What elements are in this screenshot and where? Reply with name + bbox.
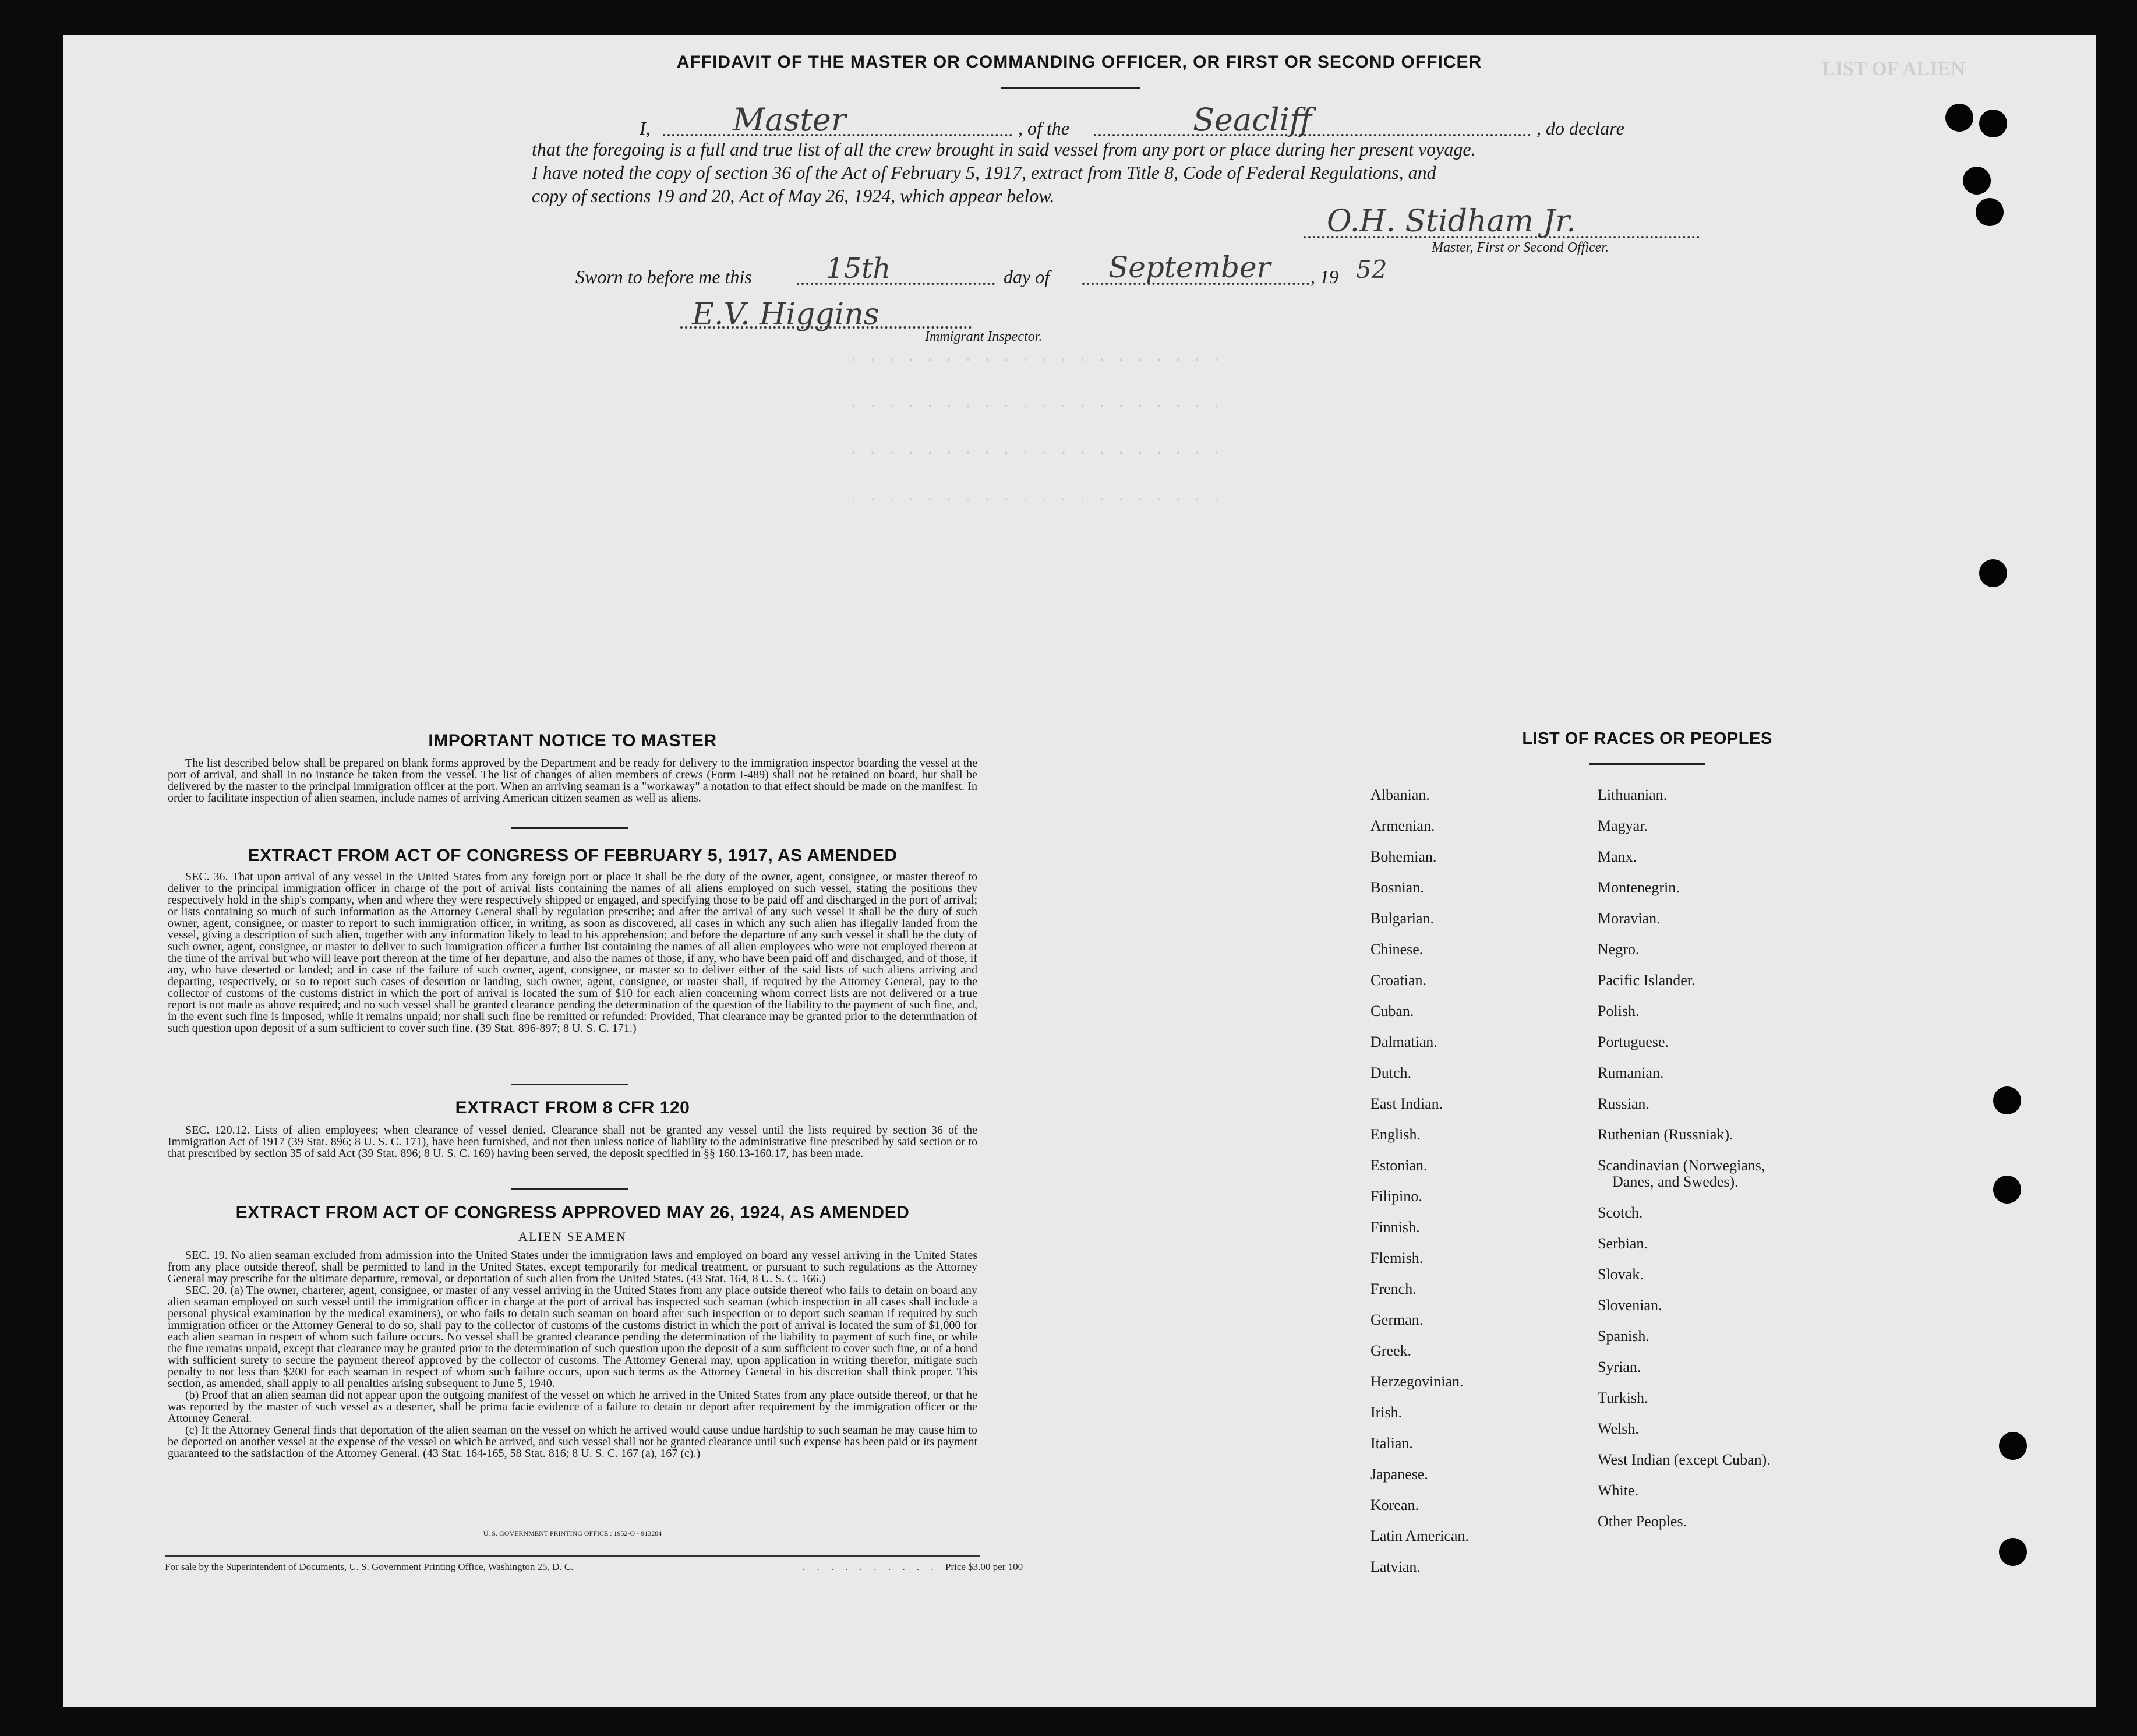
race-item: Bosnian. bbox=[1370, 879, 1424, 896]
show-through-row: . . . . . . . . . . . . . . . . . . . . bbox=[849, 443, 1222, 458]
title-rule bbox=[1001, 87, 1140, 89]
race-item: Herzegovinian. bbox=[1370, 1373, 1464, 1390]
footer-sales-note: For sale by the Superintendent of Documents, U. S. Government Printing Office, Washington 25, D. C. bbox=[165, 1561, 574, 1572]
race-item: Russian. bbox=[1598, 1095, 1649, 1112]
punch-hole bbox=[1993, 1086, 2021, 1114]
race-item: Ruthenian (Russniak). bbox=[1598, 1126, 1733, 1143]
inspector-caption: Immigrant Inspector. bbox=[925, 329, 1043, 344]
punch-hole bbox=[1999, 1432, 2027, 1460]
section-rule bbox=[511, 827, 628, 829]
race-item: Chinese. bbox=[1370, 941, 1424, 958]
punch-hole bbox=[1999, 1538, 2027, 1566]
race-item: Spanish. bbox=[1598, 1328, 1649, 1345]
section-120-12-text: SEC. 120.12. Lists of alien employees; when clearance of vessel denied. Clearance shall not be granted any vessel until the lists required by section 36 of the Immigration Act of 1917 (39 Stat. 896; 8 U. S. C. 171), have been furnished, and not then unless notice of liability to the administrative fine prescribed by said section or to that prescribed by section 35 of said Act (39 Stat. 896; 8 U. S. C. 169) having been served, the deposit specified in §§ 160.13-160.17, has been made. bbox=[168, 1124, 977, 1160]
sworn-month: September bbox=[1108, 250, 1271, 284]
race-item: Finnish. bbox=[1370, 1219, 1420, 1236]
affidavit-title: AFFIDAVIT OF THE MASTER OR COMMANDING OFFICER, OR FIRST OR SECOND OFFICER bbox=[676, 52, 1482, 72]
day-of-label: day of bbox=[1004, 266, 1050, 287]
declaration-line-3: I have noted the copy of section 36 of the Act of February 5, 1917, extract from Title 8, Code of Federal Regulations, and bbox=[532, 162, 1436, 183]
race-item: Pacific Islander. bbox=[1598, 972, 1696, 989]
race-item: Lithuanian. bbox=[1598, 786, 1668, 803]
race-item: Armenian. bbox=[1370, 817, 1435, 834]
extract-cfr-body bbox=[168, 1124, 977, 1159]
race-item: Danes, and Swedes). bbox=[1612, 1173, 1739, 1190]
race-item: Cuban. bbox=[1370, 1003, 1414, 1019]
section-36-text: SEC. 36. That upon arrival of any vessel in the United States from any foreign port or place it shall be the duty of the owner, agent, consignee, or master thereof to deliver to the principal immigration officer in charge of the port of arrival lists containing the names of all aliens employed on such vessel, stating the positions they respectively hold in the ship's company, when and where they were respectively shipped or engaged, and specifying those to be paid off and discharged in the port of arrival; or lists containing so much of such information as the Attorney General shall by regulation prescribe; and after the arrival of any such vessel it shall be the duty of such owner, agent, consignee, or master to report to such immigration officer, in writing, as soon as discovered, all cases in which any such alien has illegally landed from the vessel, giving a description of such alien, together with any information likely to lead to his apprehension; and before the departure of any such vessel it shall be the duty of such owner, agent, consignee, or master to deliver to such immigration officer a further list containing the names of all alien employees who were not employed thereon at the time of the arrival but who will leave port thereon at the time of her departure, and also the names of those, if any, who have been paid off and discharged, and of those, if any, who have deserted or landed; and in case of the failure of such owner, agent, consignee, or master so to deliver either of the said lists of such aliens arriving and departing, respectively, or so to report such cases of desertion or landing, such owner, agent, consignee, or master shall, if required by the Attorney General, pay to the collector of customs of the customs district in which the port of arrival is located the sum of $10 for each alien concerning whom correct lists are not delivered or a true report is not made as above required; and no such vessel shall be granted clearance pending the determination of the question of the liability to the payment of such fine, and, in the event such fine is imposed, while it remains unpaid; nor shall such fine be remitted or refunded: Provided, That clearance may be granted prior to the determination of such question upon deposit of a sum sufficient to cover such fine. (39 Stat. 896-897; 8 U. S. C. 171.) bbox=[168, 870, 977, 1035]
race-item: Italian. bbox=[1370, 1435, 1413, 1452]
race-item: Flemish. bbox=[1370, 1250, 1424, 1266]
alien-seamen-subtitle: ALIEN SEAMEN bbox=[518, 1229, 627, 1244]
inspector-line bbox=[680, 326, 972, 329]
of-the-label: , of the bbox=[1018, 118, 1069, 139]
extract-1924-body bbox=[168, 1250, 977, 1459]
extract-cfr-title: EXTRACT FROM 8 CFR 120 bbox=[455, 1098, 690, 1117]
notice-title: IMPORTANT NOTICE TO MASTER bbox=[428, 731, 717, 750]
punch-hole bbox=[1963, 167, 1991, 195]
form-page bbox=[63, 35, 2096, 1707]
punch-hole bbox=[1993, 1176, 2021, 1204]
race-item: Negro. bbox=[1598, 941, 1640, 958]
master-caption: Master, First or Second Officer. bbox=[1432, 240, 1609, 255]
race-item: Slovenian. bbox=[1598, 1297, 1662, 1314]
race-item: Polish. bbox=[1598, 1003, 1640, 1019]
extract-1917-body bbox=[168, 871, 977, 1034]
race-item: Moravian. bbox=[1598, 910, 1661, 927]
show-through-text: LIST OF ALIEN bbox=[1822, 58, 1965, 80]
punch-hole bbox=[1945, 104, 1973, 132]
master-signature: O.H. Stidham Jr. bbox=[1327, 204, 1576, 239]
year-prefix: , 19 bbox=[1311, 266, 1338, 287]
race-item: Rumanian. bbox=[1598, 1064, 1664, 1081]
race-item: Welsh. bbox=[1598, 1420, 1639, 1437]
punch-hole bbox=[1979, 559, 2007, 587]
sworn-line bbox=[575, 250, 1507, 300]
declaration-body bbox=[532, 137, 1702, 207]
footer-price: Price $3.00 per 100 bbox=[945, 1561, 1023, 1572]
signature-line bbox=[1304, 236, 1700, 238]
race-item: French. bbox=[1370, 1280, 1417, 1297]
race-item: Scotch. bbox=[1598, 1204, 1643, 1221]
rank-blank bbox=[663, 134, 1012, 136]
vessel-blank bbox=[1094, 134, 1531, 136]
race-item: Latvian. bbox=[1370, 1558, 1421, 1575]
notice-text: The list described below shall be prepared on blank forms approved by the Department and be ready for delivery to the immigration inspector boarding the vessel at the port of arrival, and shall in no instance be taken from the vessel. The list of changes of alien members of crews (Form I-489) shall not be retained on board, but shall be delivered by the master to the principal immigration officer at the port. When an arriving seaman is a "workaway" a notation to that effect should be made on the manifest. In order to facilitate inspection of alien seamen, include names of arriving American citizen seamen as well as aliens. bbox=[168, 757, 977, 805]
sworn-day: 15th bbox=[826, 252, 891, 285]
show-through-row: . . . . . . . . . . . . . . . . . . . . bbox=[849, 350, 1222, 365]
section-rule bbox=[511, 1084, 628, 1085]
notice-body bbox=[168, 757, 977, 804]
show-through-row: . . . . . . . . . . . . . . . . . . . . bbox=[849, 489, 1222, 505]
race-item: Manx. bbox=[1598, 848, 1637, 865]
section-19-text: SEC. 19. No alien seaman excluded from admission into the United States under the immigration laws and employed on board any vessel arriving in the United States from any place outside thereof, shall be permitted to land in the United States, except temporarily for medical treatment, or pursuant to such regulations as the Attorney General may prescribe for the ultimate departure, removal, or deportation of such alien from the United States. (43 Stat. 164, 8 U. S. C. 166.) bbox=[168, 1249, 977, 1285]
race-item: Turkish. bbox=[1598, 1389, 1648, 1406]
vessel-name-handwritten: Seacliff bbox=[1193, 101, 1312, 138]
punch-hole bbox=[1976, 198, 2004, 226]
printing-office-imprint: U. S. GOVERNMENT PRINTING OFFICE : 1952-O - 913284 bbox=[483, 1529, 662, 1537]
section-20c-text: (c) If the Attorney General finds that deportation of the alien seaman on the vessel on which he arrived would cause undue hardship to such seaman he may cause him to be deported on another vessel at the expense of the vessel on which he arrived, and such vessel shall not be granted clearance until such expense has been paid or its payment guaranteed to the satisfaction of the Attorney General. (43 Stat. 164-165, 58 Stat. 816; 8 U. S. C. 167 (a), 167 (c).) bbox=[168, 1424, 977, 1460]
declaration-line-2: that the foregoing is a full and true list of all the crew brought in said vessel from any port or place during her present voyage. bbox=[532, 139, 1476, 160]
section-rule bbox=[511, 1188, 628, 1190]
footer-rule bbox=[165, 1555, 980, 1557]
race-item: Bulgarian. bbox=[1370, 910, 1435, 927]
race-item: Irish. bbox=[1370, 1404, 1403, 1421]
section-20b-text: (b) Proof that an alien seaman did not appear upon the outgoing manifest of the vessel on which he arrived in the United States from any place outside thereof, or that he was reported by the master of such vessel as a deserter, shall be prima facie evidence of a failure to detain or deport after requirement by the immigration officer or the Attorney General. bbox=[168, 1389, 977, 1425]
show-through-row: . . . . . . . . . . . . . . . . . . . . bbox=[849, 396, 1222, 412]
declare-label: , do declare bbox=[1536, 118, 1624, 139]
month-blank bbox=[1082, 283, 1309, 285]
sworn-year: 52 bbox=[1356, 255, 1387, 284]
race-item: Magyar. bbox=[1598, 817, 1648, 834]
race-item: Slovak. bbox=[1598, 1266, 1644, 1283]
race-item: Scandinavian (Norwegians, bbox=[1598, 1157, 1765, 1174]
punch-hole bbox=[1979, 110, 2007, 137]
race-item: Other Peoples. bbox=[1598, 1513, 1687, 1530]
race-item: Croatian. bbox=[1370, 972, 1427, 989]
race-item: East Indian. bbox=[1370, 1095, 1443, 1112]
section-20a-text: SEC. 20. (a) The owner, charterer, agent, consignee, or master of any vessel arriving in the United States from any place outside thereof who fails to detain on board any alien seaman employed on such vessel until the immigration officer in charge at the port of arrival has inspected such seaman (which inspection in all cases shall include a personal physical examination by the medical examiners), or who fails to detain such seaman on board after such inspection or to deport such seaman if required by such immigration officer or the Attorney General to do so, shall pay to the collector of customs of the customs district in which the port of arrival is located the sum of $1,000 for each alien seaman in respect of whom such failure occurs. No vessel shall be granted clearance pending the determination of the liability to payment of such fine, or while the fine remains unpaid, except that clearance may be granted prior to the determination of such question upon the deposit of a sum sufficient to cover such fine, or of a bond with sufficient surety to secure the payment thereof approved by the collector of customs. The Attorney General may, upon application in writing therefor, mitigate such penalty to not less than $200 for each seaman in respect of whom such failure occurs, upon such terms as the Attorney General in his discretion shall think proper. This section, as amended, shall apply to all penalties arising subsequent to June 5, 1940. bbox=[168, 1284, 977, 1390]
declaration-line-4: copy of sections 19 and 20, Act of May 26, 1924, which appear below. bbox=[532, 185, 1055, 206]
sworn-prefix: Sworn to before me this bbox=[575, 266, 752, 287]
day-blank bbox=[797, 283, 995, 285]
race-item: Portuguese. bbox=[1598, 1033, 1669, 1050]
race-item: Latin American. bbox=[1370, 1527, 1469, 1544]
rank-handwritten: Master bbox=[733, 101, 846, 138]
race-item: West Indian (except Cuban). bbox=[1598, 1451, 1771, 1468]
race-item: Filipino. bbox=[1370, 1188, 1422, 1205]
race-item: Japanese. bbox=[1370, 1466, 1428, 1483]
race-item: Bohemian. bbox=[1370, 848, 1437, 865]
inspector-signature: E.V. Higgins bbox=[692, 297, 879, 332]
footer-leader-dots: . . . . . . . . . . . bbox=[803, 1561, 953, 1572]
race-item: Estonian. bbox=[1370, 1157, 1428, 1174]
race-item: German. bbox=[1370, 1311, 1424, 1328]
race-item: Dalmatian. bbox=[1370, 1033, 1437, 1050]
race-item: Montenegrin. bbox=[1598, 879, 1680, 896]
races-title-rule bbox=[1589, 763, 1705, 765]
race-item: Serbian. bbox=[1598, 1235, 1648, 1252]
race-item: Albanian. bbox=[1370, 786, 1430, 803]
declaration-prefix: I, bbox=[640, 118, 651, 139]
race-item: White. bbox=[1598, 1482, 1639, 1499]
extract-1924-title: EXTRACT FROM ACT OF CONGRESS APPROVED MAY 26, 1924, AS AMENDED bbox=[235, 1203, 910, 1222]
race-item: Syrian. bbox=[1598, 1359, 1641, 1375]
race-item: Korean. bbox=[1370, 1497, 1419, 1513]
race-item: English. bbox=[1370, 1126, 1421, 1143]
race-item: Dutch. bbox=[1370, 1064, 1412, 1081]
race-item: Greek. bbox=[1370, 1342, 1412, 1359]
races-title: LIST OF RACES OR PEOPLES bbox=[1522, 729, 1772, 748]
extract-1917-title: EXTRACT FROM ACT OF CONGRESS OF FEBRUARY 5, 1917, AS AMENDED bbox=[248, 846, 898, 865]
